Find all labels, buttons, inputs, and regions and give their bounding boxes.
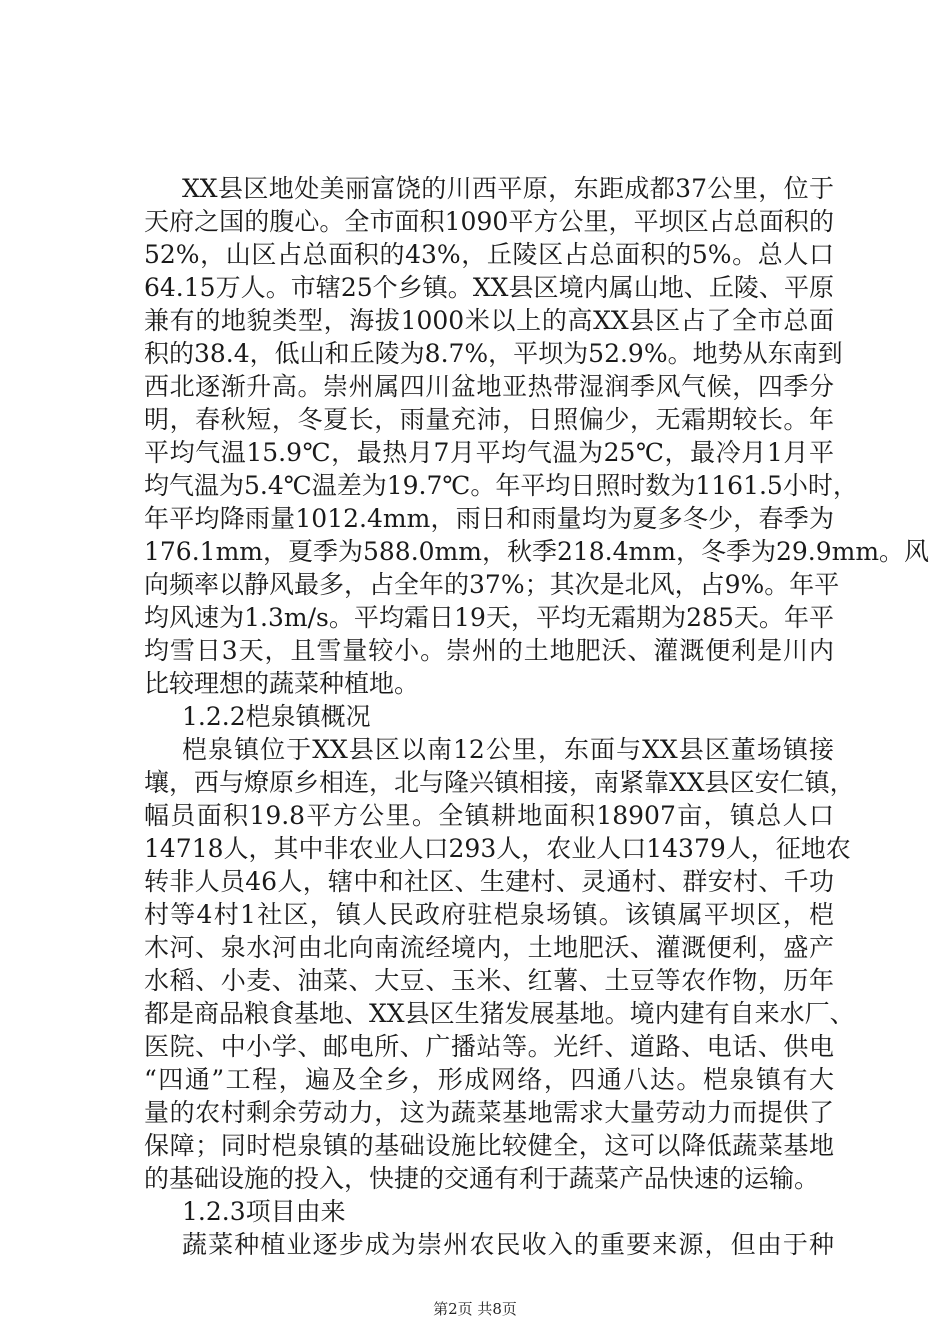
paragraph-line: 向频率以静风最多，占全年的37%；其次是北风，占9%。年平: [144, 570, 840, 599]
paragraph-line: 转非人员46人，辖中和社区、生建村、灵通村、群安村、千功: [144, 867, 834, 896]
paragraph-line: 都是商品粮食基地、XX县区生猪发展基地。境内建有自来水厂、: [144, 999, 855, 1028]
paragraph-line: 幅员面积19.8平方公里。全镇耕地面积18907亩，镇总人口: [144, 801, 834, 830]
paragraph-line: 平均气温15.9℃，最热月7月平均气温为25℃，最冷月1月平: [144, 438, 834, 467]
paragraph-line: 量的农村剩余劳动力，这为蔬菜基地需求大量劳动力而提供了: [144, 1098, 834, 1127]
paragraph-line: 西北逐渐升高。崇州属四川盆地亚热带湿润季风气候，四季分: [144, 372, 834, 401]
section-heading: 1.2.3项目由来: [182, 1197, 346, 1226]
paragraph-line: 的基础设施的投入，快捷的交通有利于蔬菜产品快速的运输。: [144, 1164, 820, 1193]
paragraph-line: 明，春秋短，冬夏长，雨量充沛，日照偏少，无霜期较长。年: [144, 405, 834, 434]
paragraph-line: 14718人，其中非农业人口293人，农业人口14379人，征地农: [144, 834, 851, 863]
paragraph-line: 村等4村1社区，镇人民政府驻桤泉场镇。该镇属平坝区，桤: [144, 900, 834, 929]
paragraph-line: “四通”工程，遍及全乡，形成网络，四通八达。桤泉镇有大: [144, 1065, 834, 1094]
paragraph-line: 木河、泉水河由北向南流经境内，土地肥沃、灌溉便利，盛产: [144, 933, 834, 962]
paragraph-line: 壤，西与燎原乡相连，北与隆兴镇相接，南紧靠XX县区安仁镇，: [144, 768, 855, 797]
paragraph-line: 均雪日3天，且雪量较小。崇州的土地肥沃、灌溉便利是川内: [144, 636, 834, 665]
paragraph-line: 年平均降雨量1012.4mm，雨日和雨量均为夏多冬少，春季为: [144, 504, 834, 533]
paragraph-line: 蔬菜种植业逐步成为崇州农民收入的重要来源，但由于种: [182, 1230, 834, 1259]
paragraph-line: 均气温为5.4℃温差为19.7℃。年平均日照时数为1161.5小时，: [144, 471, 858, 500]
paragraph-line: 均风速为1.3m/s。平均霜日19天，平均无霜期为285天。年平: [144, 603, 834, 632]
paragraph-line: 52%，山区占总面积的43%，丘陵区占总面积的5%。总人口: [144, 240, 834, 269]
paragraph-line: 桤泉镇位于XX县区以南12公里，东面与XX县区董场镇接: [182, 735, 834, 764]
paragraph-line: 兼有的地貌类型，海拔1000米以上的高XX县区占了全市总面: [144, 306, 834, 335]
paragraph-line: 64.15万人。市辖25个乡镇。XX县区境内属山地、丘陵、平原: [144, 273, 834, 302]
paragraph-line: 比较理想的蔬菜种植地。: [144, 669, 420, 698]
paragraph-line: 176.1mm，夏季为588.0mm，秋季218.4mm，冬季为29.9mm。风: [144, 537, 930, 566]
section-heading: 1.2.2桤泉镇概况: [182, 702, 371, 731]
paragraph-line: 保障；同时桤泉镇的基础设施比较健全，这可以降低蔬菜基地: [144, 1131, 834, 1160]
paragraph-line: 医院、中小学、邮电所、广播站等。光纤、道路、电话、供电: [144, 1032, 834, 1061]
paragraph-line: 积的38.4，低山和丘陵为8.7%，平坝为52.9%。地势从东南到: [144, 339, 843, 368]
paragraph-line: 天府之国的腹心。全市面积1090平方公里，平坝区占总面积的: [144, 207, 834, 236]
paragraph-line: 水稻、小麦、油菜、大豆、玉米、红薯、土豆等农作物，历年: [144, 966, 834, 995]
page-number: 第2页 共8页: [433, 1300, 517, 1318]
paragraph-line: XX县区地处美丽富饶的川西平原，东距成都37公里，位于: [182, 174, 834, 203]
